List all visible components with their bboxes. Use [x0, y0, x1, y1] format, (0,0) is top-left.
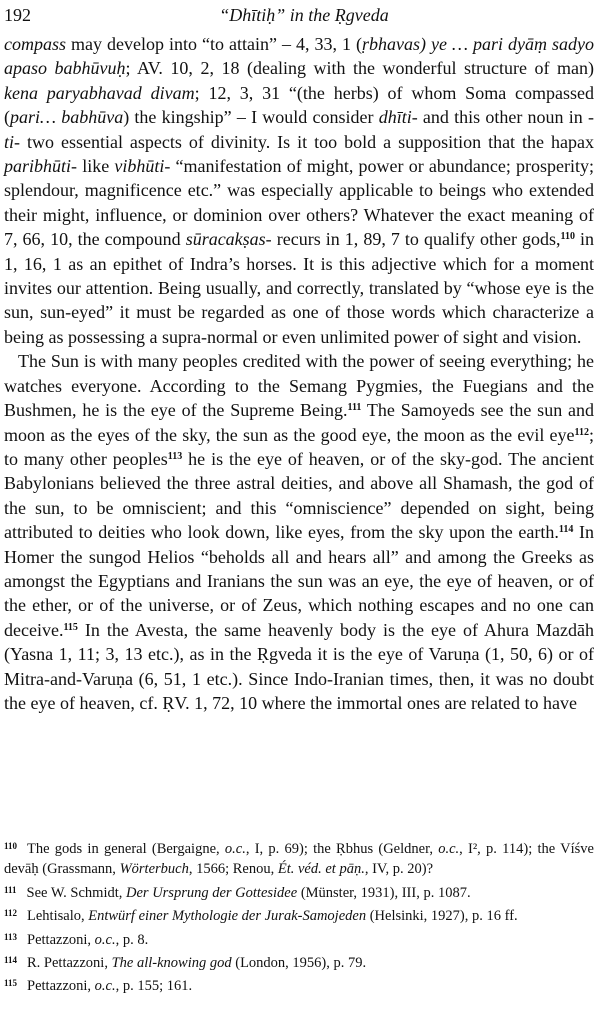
footnote-ref: 111	[347, 402, 362, 414]
footnote	[4, 836, 594, 880]
footnote-ref: 114	[558, 524, 574, 536]
italic-text: vibhūti-	[114, 156, 171, 177]
text-run: R. Pettazzoni,	[27, 955, 112, 972]
text-run: In the Avesta, the same heavenly body is the eye of Ahura Mazdāh (Yasna 1, 11; 3, 13 etc.), as in the Ṛgveda it is the eye of Varuṇa (1, 50, 6) or of Mitra-and-Varuṇa (6, 51, 1 etc.). Since Indo-Iranian times, then, it was no doubt the eye of heaven, cf. ṚV. 1, 72, 10 where the immortal ones are related to have	[4, 619, 594, 713]
text-run: The Samoyeds see the sun and moon as the eyes of the sky, the sun as the good eye, the moon as the evil eye	[4, 400, 595, 445]
text-run: , 1566; Renou,	[188, 861, 278, 878]
text-run: ) the kingship” – I would consider	[123, 107, 379, 128]
italic-text: kena paryabhavad divam	[4, 82, 195, 103]
footnote-ref: 115	[63, 621, 78, 633]
text-run: Pettazzoni,	[27, 978, 95, 995]
italic-text: o.c.	[94, 978, 116, 995]
text-run: ; AV. 10, 2, 18 (dealing with the wonderful structure of man)	[125, 58, 594, 79]
footnote-number: 112	[4, 908, 18, 919]
text-run: Lehtisalo,	[27, 908, 89, 925]
italic-text: compass	[4, 34, 66, 54]
text-run: ; to many other peoples	[4, 424, 594, 469]
running-head: “Dhītiḥ” in the Ṛgveda	[219, 5, 389, 25]
italic-text: ṛbhavas) ye … pari dyāṃ sadyo apaso babhūvuḥ	[4, 34, 594, 79]
page-header	[4, 2, 594, 28]
footnote-ref: 110	[560, 231, 575, 243]
text-run: , p. 155; 161.	[115, 978, 193, 995]
text-run: ; 12, 3, 31 “(the herbs) of whom Soma compassed (	[4, 82, 594, 128]
text-run: (Helsinki, 1927), p. 16 ff.	[366, 908, 518, 925]
text-run: , p. 8.	[115, 931, 149, 948]
italic-text: sūracakṣas-	[185, 229, 272, 250]
footnote-number: 110	[4, 841, 18, 851]
footnote-ref: 112	[574, 426, 589, 438]
text-run: and this other noun in	[417, 107, 588, 128]
footnote	[4, 880, 594, 903]
text-run: recurs in 1, 89, 7 to qualify other gods,	[271, 229, 561, 250]
text-run: in 1, 16, 1 as an epithet of Indra’s horses. It is this adjective which for a moment invites our attention. Being usually, and correctly, translated by “whose eye is the sun, sun-eyed” it must be regarded as one of those words which characterize a being as possessing a supra-normal or even unlimited power of sight and vision.	[4, 229, 594, 347]
italic-text: Entwürf einer Mythologie der Jurak-Samojeden	[88, 908, 367, 925]
italic-text: -ti-	[4, 107, 594, 152]
footnote-number: 114	[4, 955, 18, 966]
footnote	[4, 973, 594, 996]
text-run: (Münster, 1931), III, p. 1087.	[297, 884, 471, 901]
footnote-divider	[4, 832, 594, 833]
footnote-number: 111	[4, 884, 17, 895]
italic-text: o.c.	[94, 931, 116, 948]
italic-text: The all-knowing god	[111, 955, 232, 972]
italic-text: paribhūti-	[4, 156, 78, 177]
page-number: 192	[4, 5, 31, 25]
text-run: The Sun is with many peoples credited with the power of seeing everything; he watches everyone. According to the Semang Pygmies, the Fuegians and the Bushmen, he is the eye of the Supreme Being.	[4, 351, 594, 421]
text-run: Pettazzoni,	[27, 931, 95, 948]
text-run: may develop into “to attain” – 4, 33, 1 (	[66, 34, 362, 54]
italic-text: pari… babhūva	[10, 107, 124, 128]
paragraph	[4, 349, 594, 715]
text-run: , I, p. 69); the Ṛbhus (Geldner,	[245, 841, 439, 857]
italic-text: o.c.	[224, 841, 246, 857]
text-run: The gods in general (Bergaigne,	[27, 841, 225, 857]
italic-text: Wörterbuch	[119, 861, 189, 878]
italic-text: dhīti-	[378, 107, 418, 128]
italic-text: o.c.	[438, 841, 460, 857]
text-run: like	[77, 156, 115, 177]
italic-text: Ét. véd. et pāṇ.	[277, 861, 365, 878]
text-run: , I², p. 114); the Víśve devāḥ (Grassmann,	[4, 841, 594, 878]
italic-text: Der Ursprung der Gottesidee	[126, 884, 298, 901]
text-run: two essential aspects of divinity. Is it too bold a supposition that the hapax	[20, 131, 594, 152]
footnotes	[4, 836, 594, 997]
text-run: “manifestation of might, power or abundance; prosperity; splendour, magnificence etc.” was especially applicable to beings who extended their might, influence, or dominion over others? Whatever the exact meaning of 7, 66, 10, the compound	[4, 156, 594, 250]
text-run: In Homer the sungod Helios “beholds all and hears all” and among the Greeks as amongst the Egyptians and Iranians the sun was an eye, the eye of heaven, or of the ether, or of the universe, or of Zeus, which nothing escapes and no one can deceive.	[4, 522, 594, 640]
text-run: See W. Schmidt,	[26, 884, 127, 901]
paragraph	[4, 32, 594, 349]
text-run: (London, 1956), p. 79.	[231, 955, 367, 972]
footnote	[4, 927, 594, 950]
text-run: , IV, p. 20)?	[364, 861, 434, 878]
text-run: he is the eye of heaven, or of the sky-god. The ancient Babylonians believed the three astral deities, and above all Shamash, the god of the sun, to be omniscient; and this “omniscience” depended on sight, being attributed to deities who look down, like eyes, from the sky upon the earth.	[4, 448, 594, 543]
body-text	[4, 32, 594, 715]
footnote-number: 115	[4, 978, 18, 989]
footnote	[4, 903, 594, 926]
footnote	[4, 950, 594, 973]
footnote-number: 113	[4, 931, 18, 942]
footnote-ref: 113	[167, 450, 183, 462]
